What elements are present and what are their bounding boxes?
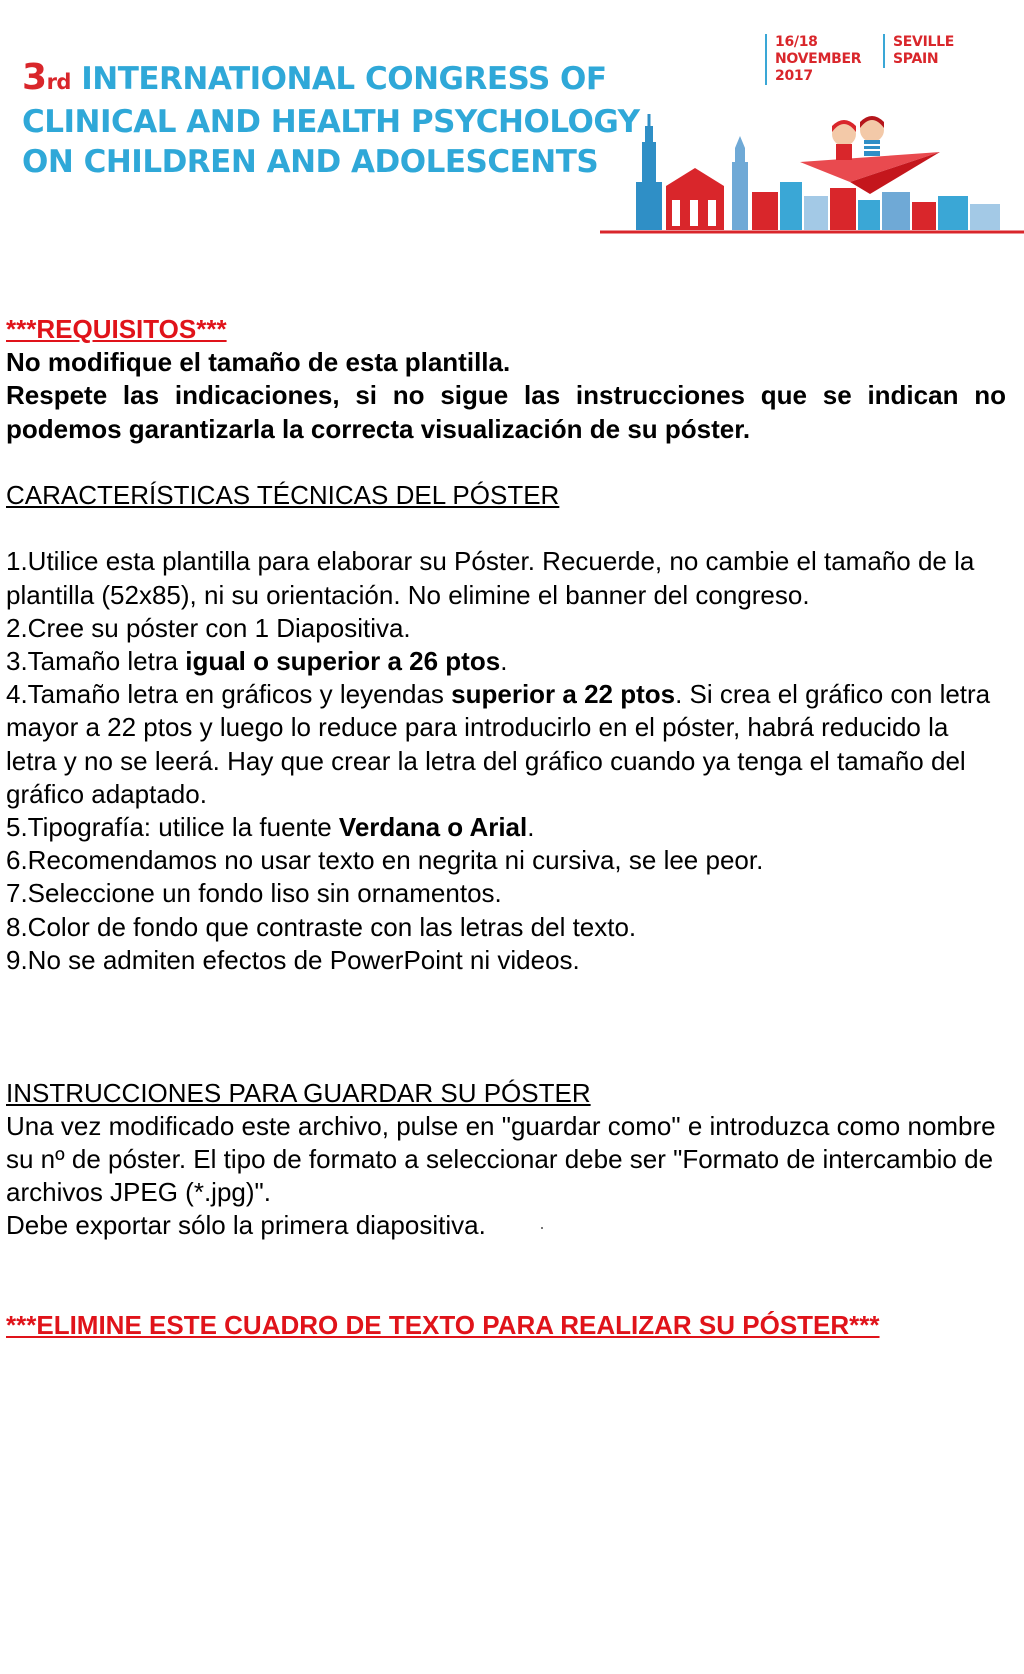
- tower-icon: [732, 136, 748, 230]
- title-line-3: ON CHILDREN AND ADOLESCENTS: [22, 144, 599, 180]
- congress-banner: [0, 0, 1024, 250]
- caracteristicas-item-7: 7.Seleccione un fondo liso sin ornamentos.: [6, 878, 502, 909]
- cathedral-icon: [666, 168, 724, 230]
- final-notice: ***ELIMINE ESTE CUADRO DE TEXTO PARA REALIZAR SU PÓSTER***: [6, 1310, 880, 1341]
- caracteristicas-item-2: 2.Cree su póster con 1 Diapositiva.: [6, 612, 411, 643]
- guardar-text: Una vez modificado este archivo, pulse en "guardar como" e introduzca como nombre su nº de póster. El tipo de formato a seleccionar debe ser "Formato de intercambio de archivos JPEG (*.jpg)".: [6, 1110, 996, 1208]
- requisitos-heading: ***REQUISITOS***: [6, 314, 227, 344]
- congress-title: [22, 58, 640, 182]
- guardar-heading: INSTRUCCIONES PARA GUARDAR SU PÓSTER: [6, 1077, 591, 1108]
- instructions-textbox[interactable]: [6, 313, 1006, 1342]
- caracteristicas-item-3: 3.Tamaño letra igual o superior a 26 ptos.: [6, 646, 508, 676]
- caracteristicas-heading: CARACTERÍSTICAS TÉCNICAS DEL PÓSTER: [6, 480, 560, 510]
- requisitos-line-2: Respete las indicaciones, si no sigue las instrucciones que se indican no podemos garantizarla la correcta visualización de su póster.: [6, 380, 1006, 444]
- caracteristicas-item-4: 4.Tamaño letra en gráficos y leyendas superior a 22 ptos. Si crea el gráfico con letra mayor a 22 ptos y luego lo reduce para introducirlo en el póster, habrá reducido la letra y no se leerá. Hay que crear la letra del gráfico cuando ya tenga el tamaño del gráfico adaptado.: [6, 679, 991, 809]
- caracteristicas-item-5: 5.Tipografía: utilice la fuente Verdana o Arial.: [6, 812, 535, 843]
- caracteristicas-item-8: 8.Color de fondo que contraste con las letras del texto.: [6, 911, 637, 942]
- stray-dot: [541, 1227, 543, 1229]
- title-line-2: CLINICAL AND HEALTH PSYCHOLOGY: [22, 104, 640, 140]
- caracteristicas-item-9: 9.No se admiten efectos de PowerPoint ni videos.: [6, 944, 580, 975]
- paper-plane-icon: [800, 152, 940, 194]
- edition-ordinal: 3rd: [22, 57, 71, 98]
- caracteristicas-item-6: 6.Recomendamos no usar texto en negrita ni cursiva, se lee peor.: [6, 845, 764, 876]
- congress-location: SEVILLE SPAIN: [883, 34, 954, 68]
- seville-skyline-illustration: [600, 112, 1024, 242]
- title-line-1: 3rd INTERNATIONAL CONGRESS OF: [22, 57, 607, 98]
- requisitos-line-1: No modifique el tamaño de esta plantilla.: [6, 347, 511, 378]
- children-icon: [832, 116, 884, 160]
- congress-dates: 16/18 NOVEMBER 2017: [765, 34, 861, 85]
- guardar-export: Debe exportar sólo la primera diapositiva.: [6, 1209, 1006, 1242]
- giralda-tower-icon: [636, 114, 662, 230]
- caracteristicas-item-1: 1.Utilice esta plantilla para elaborar su Póster. Recuerde, no cambie el tamaño de la plantilla (52x85), ni su orientación. No elimine el banner del congreso.: [6, 546, 975, 610]
